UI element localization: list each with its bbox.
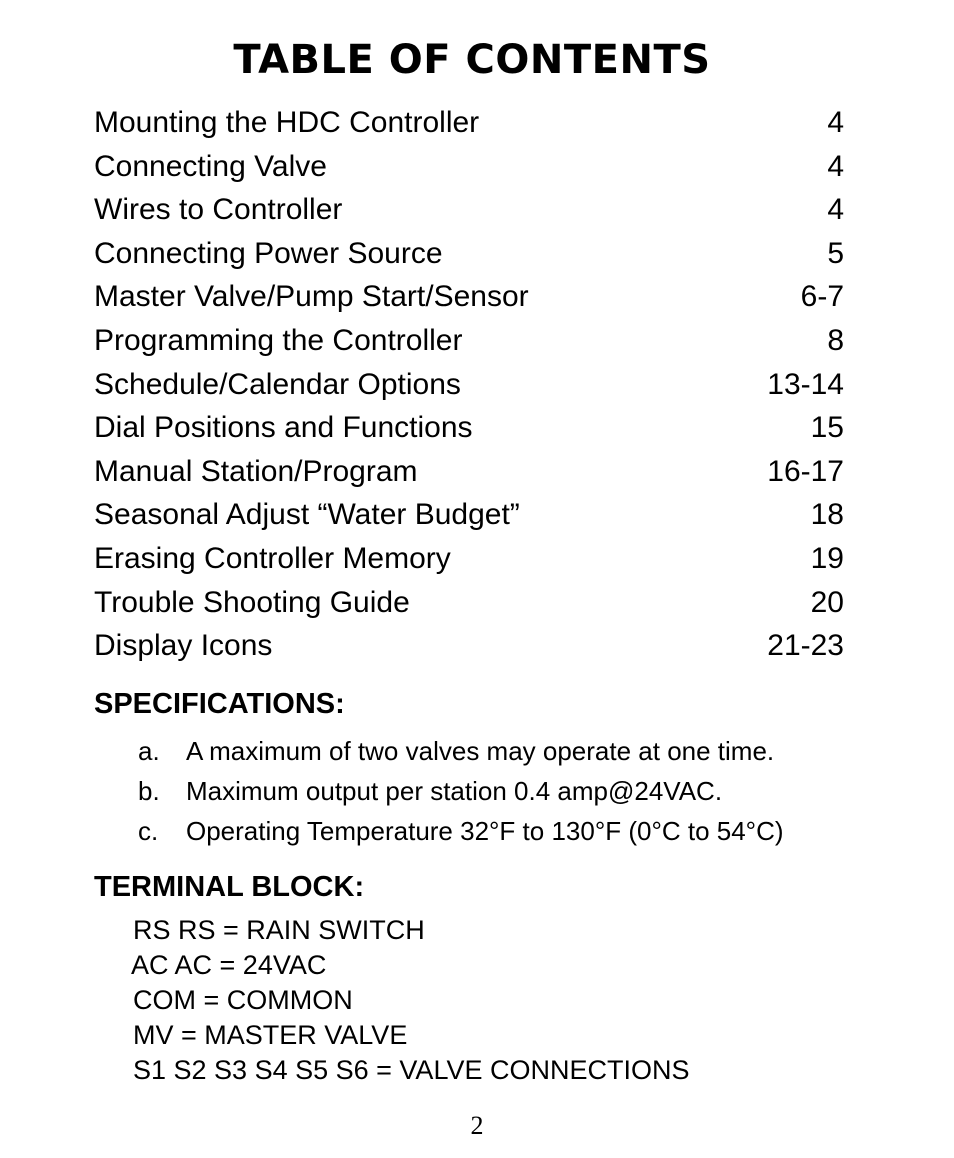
toc-entry bbox=[94, 450, 844, 494]
toc-entry-page: 21-23 bbox=[767, 629, 844, 663]
toc-entry-page: 8 bbox=[827, 323, 844, 357]
terminal-block-heading: TERMINAL BLOCK: bbox=[94, 871, 365, 903]
toc-entry bbox=[94, 145, 844, 189]
toc-entry-label: Schedule/Calendar Options bbox=[94, 367, 461, 401]
toc-entry-label: Wires to Controller bbox=[94, 193, 343, 227]
toc-entry bbox=[94, 624, 844, 668]
specifications-heading: SPECIFICATIONS: bbox=[94, 688, 345, 720]
list-item bbox=[138, 731, 898, 771]
toc-entry-label: Dial Positions and Functions bbox=[94, 411, 473, 445]
list-item: COM = COMMON bbox=[133, 985, 353, 1015]
list-item-letter: a. bbox=[138, 736, 160, 766]
toc-entry bbox=[94, 319, 844, 363]
list-item-text: Operating Temperature 32°F to 130°F (0°C to 54°C) bbox=[186, 816, 784, 846]
toc-entry bbox=[94, 363, 844, 407]
toc-entry bbox=[94, 101, 844, 145]
specifications-list bbox=[138, 731, 898, 851]
toc-entry-label: Trouble Shooting Guide bbox=[94, 585, 410, 619]
toc-entry-page: 13-14 bbox=[767, 367, 844, 401]
list-item bbox=[138, 811, 898, 851]
toc-entry-label: Seasonal Adjust “Water Budget” bbox=[94, 498, 520, 532]
toc-entry bbox=[94, 275, 844, 319]
toc-entry-label: Connecting Power Source bbox=[94, 236, 443, 270]
toc-entry-label: Programming the Controller bbox=[94, 323, 463, 357]
toc-entry-page: 4 bbox=[827, 149, 844, 183]
toc-entry-page: 16-17 bbox=[767, 454, 844, 488]
toc-entry-page: 20 bbox=[810, 585, 844, 619]
list-item: RS RS = RAIN SWITCH bbox=[133, 915, 425, 945]
terminal-block-list bbox=[133, 913, 689, 1088]
toc-entry bbox=[94, 493, 844, 537]
toc-entry bbox=[94, 406, 844, 450]
toc-entry bbox=[94, 232, 844, 276]
list-item-letter: b. bbox=[138, 776, 160, 806]
list-item: AC AC = 24VAC bbox=[131, 950, 327, 980]
toc-entry-label: Connecting Valve bbox=[94, 149, 327, 183]
toc-entry bbox=[94, 537, 844, 581]
toc-entry-label: Manual Station/Program bbox=[94, 454, 418, 488]
list-item-letter: c. bbox=[138, 816, 159, 846]
list-item-text: Maximum output per station 0.4 amp@24VAC. bbox=[186, 776, 723, 806]
toc-entry-page: 15 bbox=[810, 411, 844, 445]
table-of-contents bbox=[94, 101, 844, 668]
list-item bbox=[138, 771, 898, 811]
page-title: TABLE OF CONTENTS bbox=[233, 37, 711, 83]
toc-entry-label: Erasing Controller Memory bbox=[94, 541, 451, 575]
toc-entry-page: 19 bbox=[810, 541, 844, 575]
list-item-text: A maximum of two valves may operate at one time. bbox=[186, 736, 775, 766]
toc-entry-page: 5 bbox=[827, 236, 844, 270]
page-number: 2 bbox=[470, 1111, 484, 1140]
list-item: S1 S2 S3 S4 S5 S6 = VALVE CONNECTIONS bbox=[133, 1055, 690, 1085]
toc-entry-page: 4 bbox=[827, 193, 844, 227]
toc-entry-page: 18 bbox=[810, 498, 844, 532]
list-item: MV = MASTER VALVE bbox=[133, 1020, 408, 1050]
toc-entry-page: 6-7 bbox=[800, 280, 844, 314]
toc-entry-label: Mounting the HDC Controller bbox=[94, 106, 480, 139]
toc-entry bbox=[94, 581, 844, 625]
toc-entry-page: 4 bbox=[827, 106, 844, 139]
toc-entry-label: Display Icons bbox=[94, 629, 273, 663]
toc-entry-label: Master Valve/Pump Start/Sensor bbox=[94, 280, 529, 314]
toc-entry bbox=[94, 188, 844, 232]
